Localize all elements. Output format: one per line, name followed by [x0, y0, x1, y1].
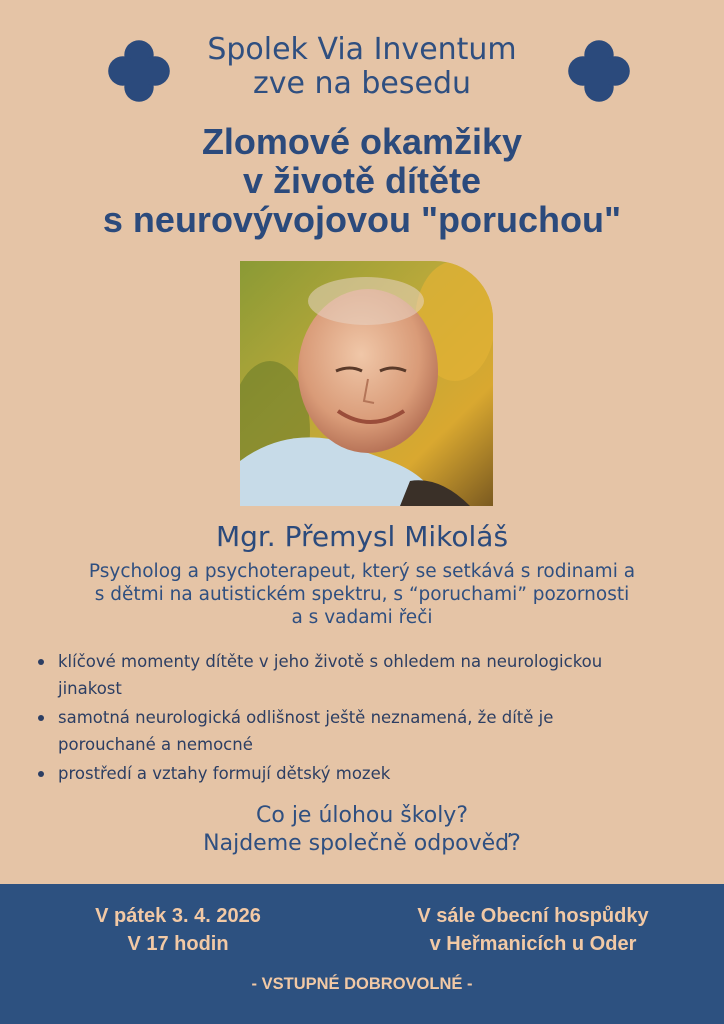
event-time: V 17 hodin [127, 933, 229, 955]
invitation-line: zve na besedu [252, 66, 472, 101]
event-title-line-3: s neurovývojovou "poruchou" [102, 199, 622, 240]
question-line-1: Co je úlohou školy? [256, 803, 468, 828]
event-title-line-2: v životě dítěte [242, 160, 482, 201]
topic-item [36, 704, 716, 758]
topic-item [36, 648, 716, 702]
speaker-description-line-1: Psycholog a psychoterapeut, který se setkává s rodinami a [88, 561, 636, 582]
topic-line: samotná neurologická odlišnost ještě neznamená, že dítě je [58, 708, 554, 727]
footer-banner [0, 884, 724, 1024]
speaker-description-line-3: a s vadami řeči [291, 607, 433, 628]
speaker-photo [240, 261, 493, 506]
bullet-dot-icon [38, 771, 44, 777]
topic-line: prostředí a vztahy formují dětský mozek [58, 764, 391, 783]
bullet-dot-icon [38, 659, 44, 665]
topic-line: jinakost [58, 679, 122, 698]
bullet-dot-icon [38, 715, 44, 721]
topic-line: porouchané a nemocné [58, 735, 253, 754]
speaker-name: Mgr. Přemysl Mikoláš [215, 520, 509, 553]
event-venue-line-2: v Heřmanicích u Oder [429, 933, 637, 955]
question-line-2: Najdeme společně odpověď? [203, 831, 521, 856]
event-date: V pátek 3. 4. 2026 [95, 905, 261, 927]
speaker-description-line-2: s dětmi na autistickém spektru, s “poruchami” pozornosti [94, 584, 630, 605]
event-venue-line-1: V sále Obecní hospůdky [417, 905, 649, 927]
organizer-line: Spolek Via Inventum [207, 32, 517, 67]
event-title-line-1: Zlomové okamžiky [201, 121, 523, 162]
topics-list [36, 648, 716, 789]
topic-line: klíčové momenty dítěte v jeho životě s ohledem na neurologickou [58, 652, 603, 671]
topic-item [36, 760, 716, 787]
admission-note: - VSTUPNÉ DOBROVOLNÉ - [251, 975, 473, 993]
